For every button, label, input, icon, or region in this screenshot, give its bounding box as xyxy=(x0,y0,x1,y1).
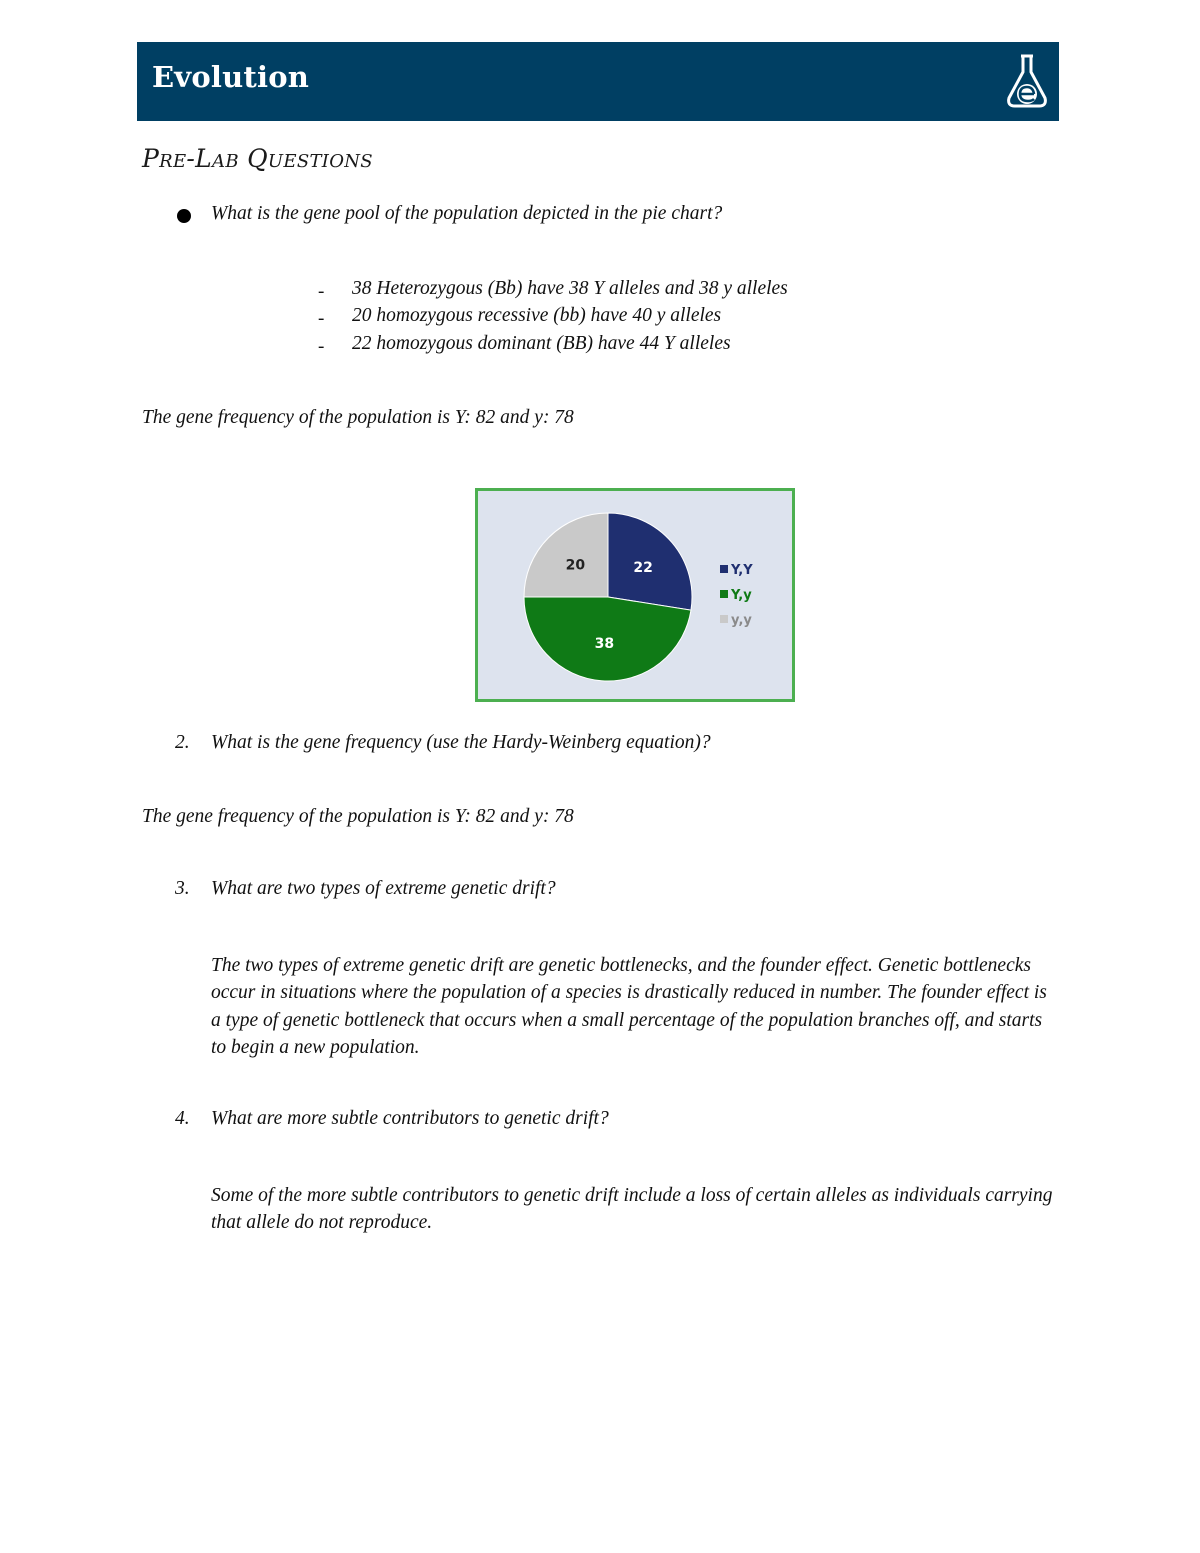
answer-3: The two types of extreme genetic drift are genetic bottlenecks, and the founder effect. Genetic bottlenecks occur in situations where the population of a species is drastically reduced in number. The founder effect is a type of genetic bottleneck that occurs when a small percentage of the population branches off, and starts to begin a new population. xyxy=(211,955,1047,1058)
pie-data-label: 38 xyxy=(594,636,615,653)
answer-1: The gene frequency of the population is Y: 82 and y: 78 xyxy=(142,407,574,428)
legend-label: Y,y xyxy=(731,588,752,603)
question-3-number: 3. xyxy=(175,878,190,899)
dash-marker: - xyxy=(318,281,325,302)
pie-chart-svg xyxy=(478,491,792,699)
question-1: What is the gene pool of the population depicted in the pie chart? xyxy=(211,203,723,224)
pie-slice-y-y xyxy=(524,513,608,597)
flask-logo-icon xyxy=(1003,52,1051,110)
dash-marker: - xyxy=(318,308,325,329)
bullet-item: 22 homozygous dominant (BB) have 44 Y alleles xyxy=(352,333,731,354)
legend-swatch xyxy=(720,565,728,573)
pie-data-label: 20 xyxy=(565,557,586,574)
legend-label: Y,Y xyxy=(731,563,753,578)
answer-4: Some of the more subtle contributors to genetic drift include a loss of certain alleles as individuals carrying that allele do not reproduce. xyxy=(211,1185,1053,1234)
question-4-number: 4. xyxy=(175,1108,190,1129)
bullet-item: 38 Heterozygous (Bb) have 38 Y alleles and 38 y alleles xyxy=(352,278,788,299)
legend-swatch xyxy=(720,615,728,623)
page-title: Evolution xyxy=(152,60,310,94)
legend-label: y,y xyxy=(731,613,752,628)
question-4: What are more subtle contributors to genetic drift? xyxy=(211,1108,609,1129)
bullet-icon xyxy=(177,209,191,223)
header-banner xyxy=(137,42,1059,121)
question-2: What is the gene frequency (use the Hardy-Weinberg equation)? xyxy=(211,732,711,753)
pie-data-label: 22 xyxy=(633,559,653,576)
bullet-item: 20 homozygous recessive (bb) have 40 y alleles xyxy=(352,305,722,326)
legend-swatch xyxy=(720,590,728,598)
pie-chart xyxy=(475,488,795,702)
section-title: Pre-Lab Questions xyxy=(142,144,373,173)
question-2-number: 2. xyxy=(175,732,190,753)
dash-marker: - xyxy=(318,336,325,357)
answer-2: The gene frequency of the population is Y: 82 and y: 78 xyxy=(142,806,574,827)
question-3: What are two types of extreme genetic drift? xyxy=(211,878,556,899)
